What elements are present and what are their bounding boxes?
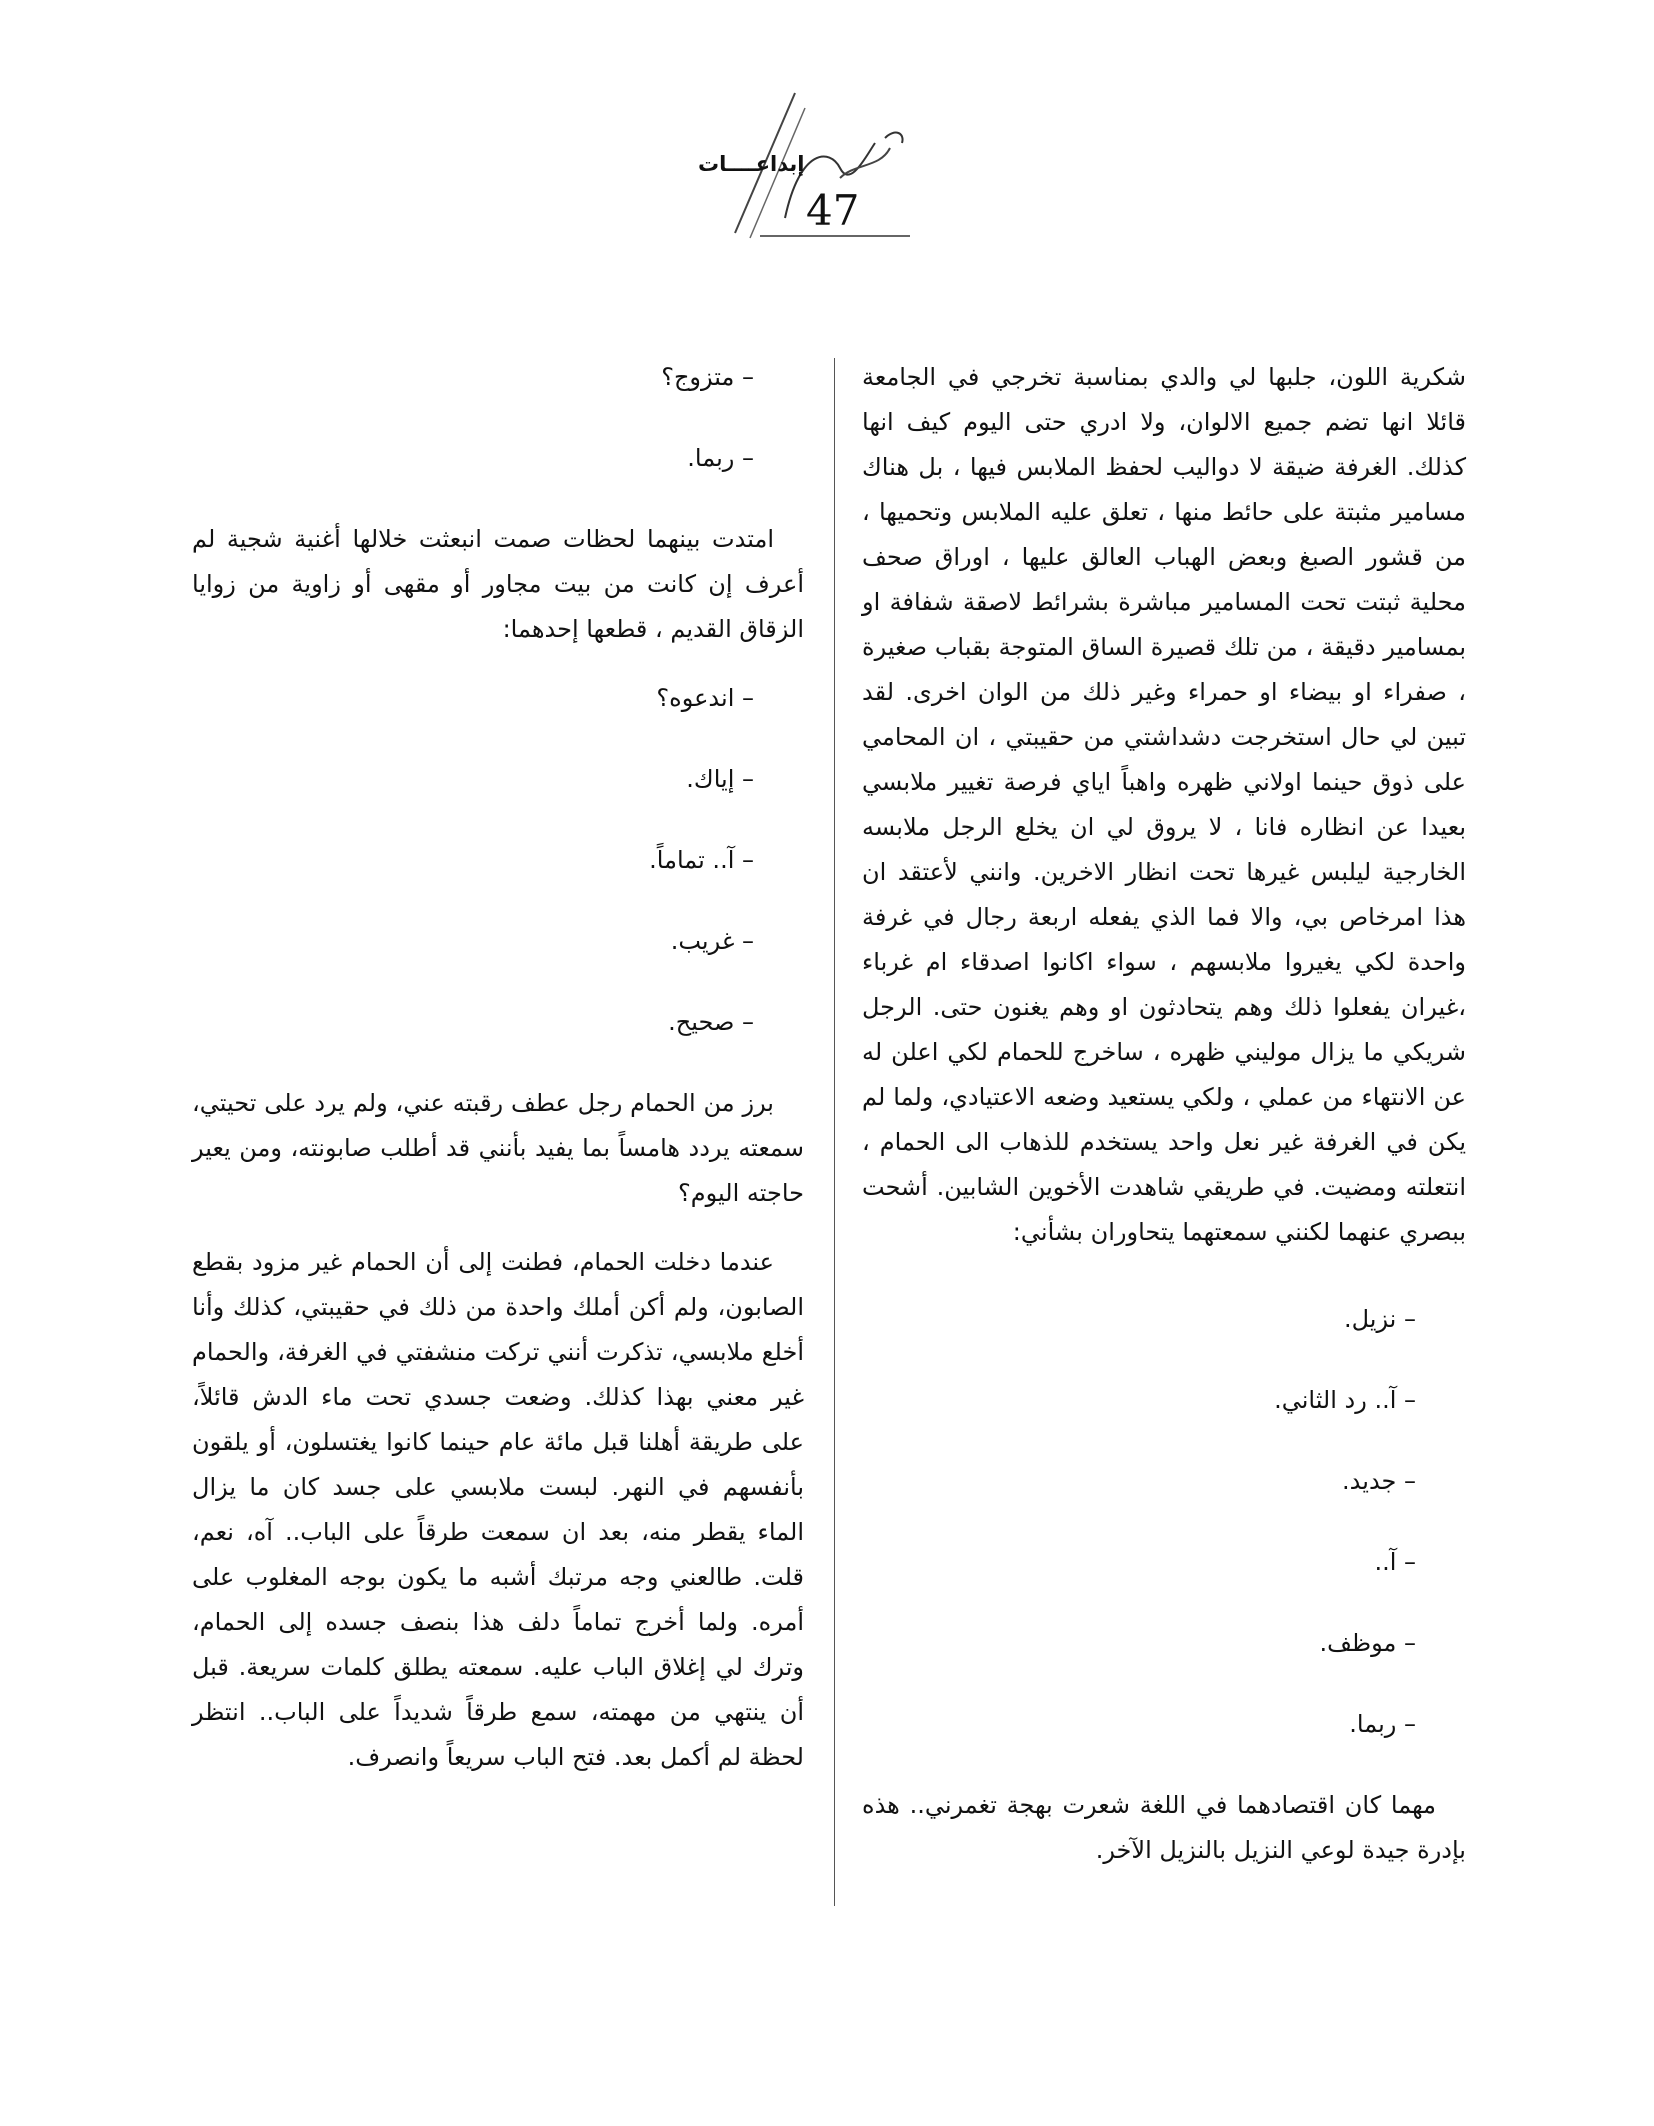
dialogue-line: – نزيل.: [1343, 1305, 1416, 1333]
left-paragraph-1: امتدت بينهما لحظات صمت انبعثت خلالها أغنية شجية لم أعرف إن كانت من بيت مجاور أو مقهى أو زاوية من زوايا الزقاق القديم ، قطعها إحدهما:: [192, 525, 804, 643]
dialogue-line: – صحيح.: [668, 1008, 754, 1036]
right-dialogue-list: [862, 1297, 1466, 1783]
page-number: 47: [806, 186, 860, 235]
right-paragraph-2: مهما كان اقتصادهما في اللغة شعرت بهجة تغمرني.. هذه بإدرة جيدة لوعي النزيل بالنزيل الآخر.: [862, 1791, 1466, 1864]
dialogue-line: – آ.. تماماً.: [649, 846, 754, 874]
dialogue-line: – غريب.: [670, 927, 754, 955]
right-column: [862, 355, 1466, 1873]
dialogue-line: – ربما.: [687, 444, 754, 472]
left-column: [192, 355, 804, 1780]
dialogue-line: – إياك.: [686, 765, 754, 793]
right-paragraph-1: شكرية اللون، جلبها لي والدي بمناسبة تخرجي في الجامعة قائلا انها تضم جميع الالوان، ولا ادري حتى اليوم كيف انها كذلك. الغرفة ضيقة لا دواليب لحفظ الملابس فيها ، بل هناك مسامير مثبتة على حائط منها ، تعلق عليه الملابس وتحميها ، من قشور الصبغ وبعض الهباب العالق عليها ، اوراق صحف محلية ثبتت تحت المسامير مباشرة بشرائط لاصقة شفافة او بمسامير دقيقة ، من تلك قصيرة الساق المتوجة بقباب صغيرة ، صفراء او بيضاء او حمراء وغير ذلك من الوان اخرى. لقد تبين لي حال استخرجت دشداشتي من حقيبتي ، ان المحامي على ذوق حينما اولاني ظهره واهباً اياي فرصة تغيير ملابسي بعيدا عن انظاره فانا ، لا يروق لي ان يخلع الرجل ملابسه الخارجية ليلبس غيرها تحت انظار الاخرين. وانني لأعتقد ان هذا امرخاص بي، والا فما الذي يفعله اربعة رجال في غرفة واحدة لكي يغيروا ملابسهم ، سواء اكانوا اصدقاء ام غرباء ،غيران يفعلوا ذلك وهم يتحادثون او وهم يغنون حتى. الرجل شريكي ما يزال موليني ظهره ، ساخرج للحمام لكي اعلن له عن الانتهاء من عملي ، ولكي يستعيد وضعه الاعتيادي، ولما لم يكن في الغرفة غير نعل واحد يستخدم للذهاب الى الحمام ، انتعلته ومضيت. في طريقي شاهدت الأخوين الشابين. أشحت ببصري عنهما لكنني سمعتهما يتحاوران بشأني:: [862, 363, 1466, 1246]
dialogue-line: – آ..: [1374, 1548, 1416, 1576]
page-header: [690, 88, 990, 248]
dialogue-line: – جديد.: [1342, 1467, 1416, 1495]
left-paragraph-3: عندما دخلت الحمام، فطنت إلى أن الحمام غير مزود بقطع الصابون، ولم أكن أملك واحدة من ذلك في حقيبتي، كذلك وأنا أخلع ملابسي، تذكرت أنني تركت منشفتي في الغرفة، والحمام غير معني بهذا كذلك. وضعت جسدي تحت ماء الدش قائلاً، على طريقة أهلنا قبل مائة عام حينما كانوا يغتسلون، أو يلقون بأنفسهم في النهر. لبست ملابسي على جسد كان ما يزال الماء يقطر منه، بعد ان سمعت طرقاً على الباب.. آه، نعم، قلت. طالعني وجه مرتبك أشبه ما يكون بوجه المغلوب على أمره. ولما أخرج تماماً دلف هذا بنصف جسده إلى الحمام، وترك لي إغلاق الباب عليه. سمعته يطلق كلمات سريعة. قبل أن ينتهي من مهمته، سمع طرقاً شديداً على الباب.. انتظر لحظة لم أكمل بعد. فتح الباب سريعاً وانصرف.: [192, 1248, 804, 1771]
dialogue-line: – ربما.: [1349, 1710, 1416, 1738]
left-paragraph-2: برز من الحمام رجل عطف رقبته عني، ولم يرد على تحيتي، سمعته يردد هامساً بما يفيد بأنني قد أطلب صابونته، ومن يعير حاجته اليوم؟: [192, 1089, 804, 1207]
dialogue-line: – موظف.: [1319, 1629, 1416, 1657]
dialogue-line: – متزوج؟: [661, 363, 754, 391]
dialogue-line: – آ.. رد الثاني.: [1274, 1386, 1416, 1414]
column-divider: [834, 358, 835, 1906]
left-dialogue-list-1: [192, 355, 804, 517]
dialogue-line: – اندعوه؟: [656, 684, 754, 712]
left-dialogue-list-2: [192, 676, 804, 1081]
section-label: إبداعــــات: [698, 152, 805, 176]
